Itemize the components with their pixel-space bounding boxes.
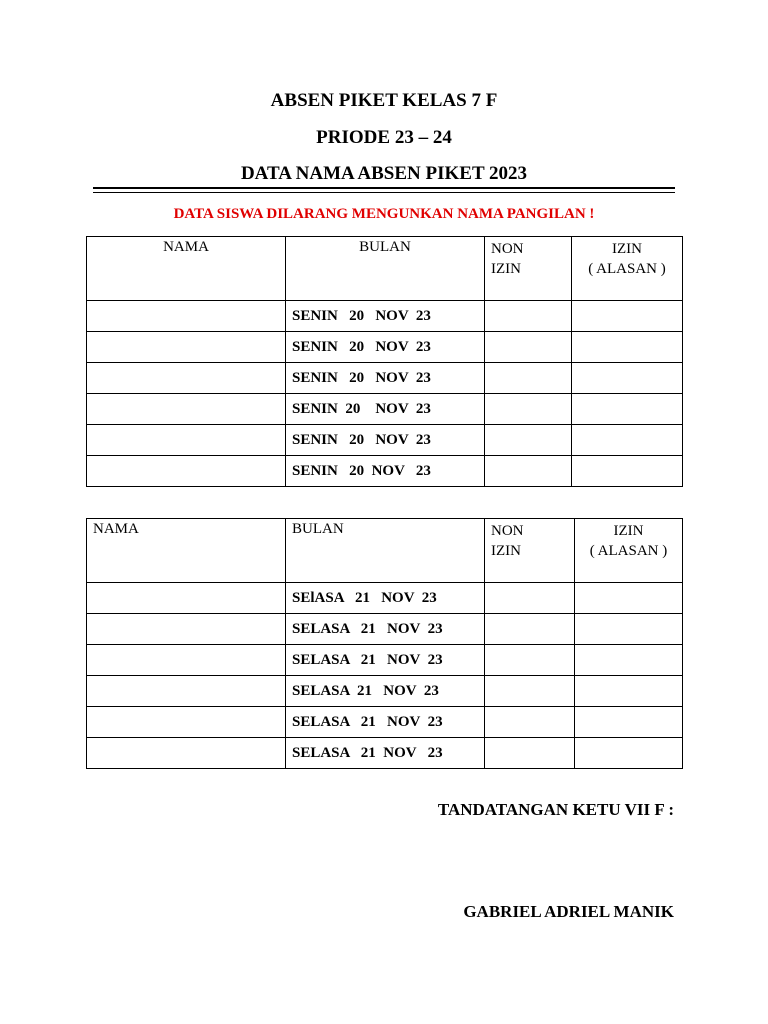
name-cell[interactable]	[87, 332, 286, 363]
non-izin-cell[interactable]	[485, 583, 575, 614]
date-cell: SENIN 20 NOV 23	[286, 394, 485, 425]
non-izin-cell[interactable]	[485, 645, 575, 676]
name-cell[interactable]	[87, 583, 286, 614]
table-row	[87, 707, 683, 738]
table-row	[87, 394, 683, 425]
non-izin-cell[interactable]	[485, 394, 572, 425]
date-cell: SELASA 21 NOV 23	[286, 614, 485, 645]
name-cell[interactable]	[87, 676, 286, 707]
title-divider-thick	[93, 187, 675, 189]
non-izin-cell[interactable]	[485, 456, 572, 487]
header-nama: NAMA	[87, 237, 286, 301]
izin-cell[interactable]	[572, 363, 683, 394]
header-bulan: BULAN	[286, 237, 485, 301]
name-cell[interactable]	[87, 301, 286, 332]
date-cell: SENIN 20 NOV 23	[286, 332, 485, 363]
name-cell[interactable]	[87, 363, 286, 394]
header-bulan: BULAN	[286, 519, 485, 583]
non-izin-cell[interactable]	[485, 614, 575, 645]
attendance-table-selasa	[86, 518, 683, 769]
izin-cell[interactable]	[575, 738, 683, 769]
header-non-line2: IZIN	[491, 543, 521, 559]
izin-cell[interactable]	[575, 614, 683, 645]
date-cell: SENIN 20 NOV 23	[286, 363, 485, 394]
date-cell: SElASA 21 NOV 23	[286, 583, 485, 614]
non-izin-cell[interactable]	[485, 332, 572, 363]
izin-cell[interactable]	[572, 425, 683, 456]
table-row	[87, 583, 683, 614]
non-izin-cell[interactable]	[485, 738, 575, 769]
title-divider-thin	[93, 192, 675, 193]
header-izin	[575, 519, 683, 583]
header-non-izin	[485, 519, 575, 583]
name-cell[interactable]	[87, 738, 286, 769]
izin-cell[interactable]	[572, 301, 683, 332]
date-cell: SELASA 21 NOV 23	[286, 676, 485, 707]
date-cell: SENIN 20 NOV 23	[286, 456, 485, 487]
table-row	[87, 738, 683, 769]
signature-name: GABRIEL ADRIEL MANIK	[463, 902, 674, 921]
header-izin-line2: ( ALASAN )	[588, 261, 666, 277]
table-row	[87, 676, 683, 707]
name-cell[interactable]	[87, 394, 286, 425]
table-row	[87, 332, 683, 363]
header-izin-line1: IZIN	[613, 523, 644, 539]
header-non-line1: NON	[491, 241, 524, 257]
name-cell[interactable]	[87, 614, 286, 645]
warning-notice: DATA SISWA DILARANG MENGUNKAN NAMA PANGILAN !	[173, 206, 595, 222]
period-title: PRIODE 23 – 24	[316, 127, 452, 148]
izin-cell[interactable]	[572, 332, 683, 363]
header-nama: NAMA	[87, 519, 286, 583]
table-row	[87, 614, 683, 645]
izin-cell[interactable]	[572, 394, 683, 425]
date-cell: SENIN 20 NOV 23	[286, 301, 485, 332]
izin-cell[interactable]	[575, 707, 683, 738]
izin-cell[interactable]	[575, 583, 683, 614]
attendance-table-senin	[86, 236, 683, 487]
non-izin-cell[interactable]	[485, 676, 575, 707]
header-izin	[572, 237, 683, 301]
table-row	[87, 645, 683, 676]
name-cell[interactable]	[87, 425, 286, 456]
table-row	[87, 363, 683, 394]
header-non-line1: NON	[491, 523, 524, 539]
non-izin-cell[interactable]	[485, 707, 575, 738]
non-izin-cell[interactable]	[485, 425, 572, 456]
table-header-row	[87, 237, 683, 301]
table-row	[87, 301, 683, 332]
name-cell[interactable]	[87, 645, 286, 676]
non-izin-cell[interactable]	[485, 301, 572, 332]
header-izin-line1: IZIN	[612, 241, 642, 257]
header-non-line2: IZIN	[491, 261, 521, 277]
date-cell: SELASA 21 NOV 23	[286, 707, 485, 738]
name-cell[interactable]	[87, 456, 286, 487]
date-cell: SELASA 21 NOV 23	[286, 738, 485, 769]
date-cell: SENIN 20 NOV 23	[286, 425, 485, 456]
document-title: ABSEN PIKET KELAS 7 F	[270, 90, 498, 111]
header-izin-line2: ( ALASAN )	[589, 543, 668, 559]
table-row	[87, 425, 683, 456]
izin-cell[interactable]	[575, 676, 683, 707]
izin-cell[interactable]	[575, 645, 683, 676]
non-izin-cell[interactable]	[485, 363, 572, 394]
data-title: DATA NAMA ABSEN PIKET 2023	[240, 163, 528, 184]
table-row	[87, 456, 683, 487]
date-cell: SELASA 21 NOV 23	[286, 645, 485, 676]
header-non-izin	[485, 237, 572, 301]
izin-cell[interactable]	[572, 456, 683, 487]
signature-label: TANDATANGAN KETU VII F :	[437, 800, 674, 819]
table-header-row	[87, 519, 683, 583]
name-cell[interactable]	[87, 707, 286, 738]
